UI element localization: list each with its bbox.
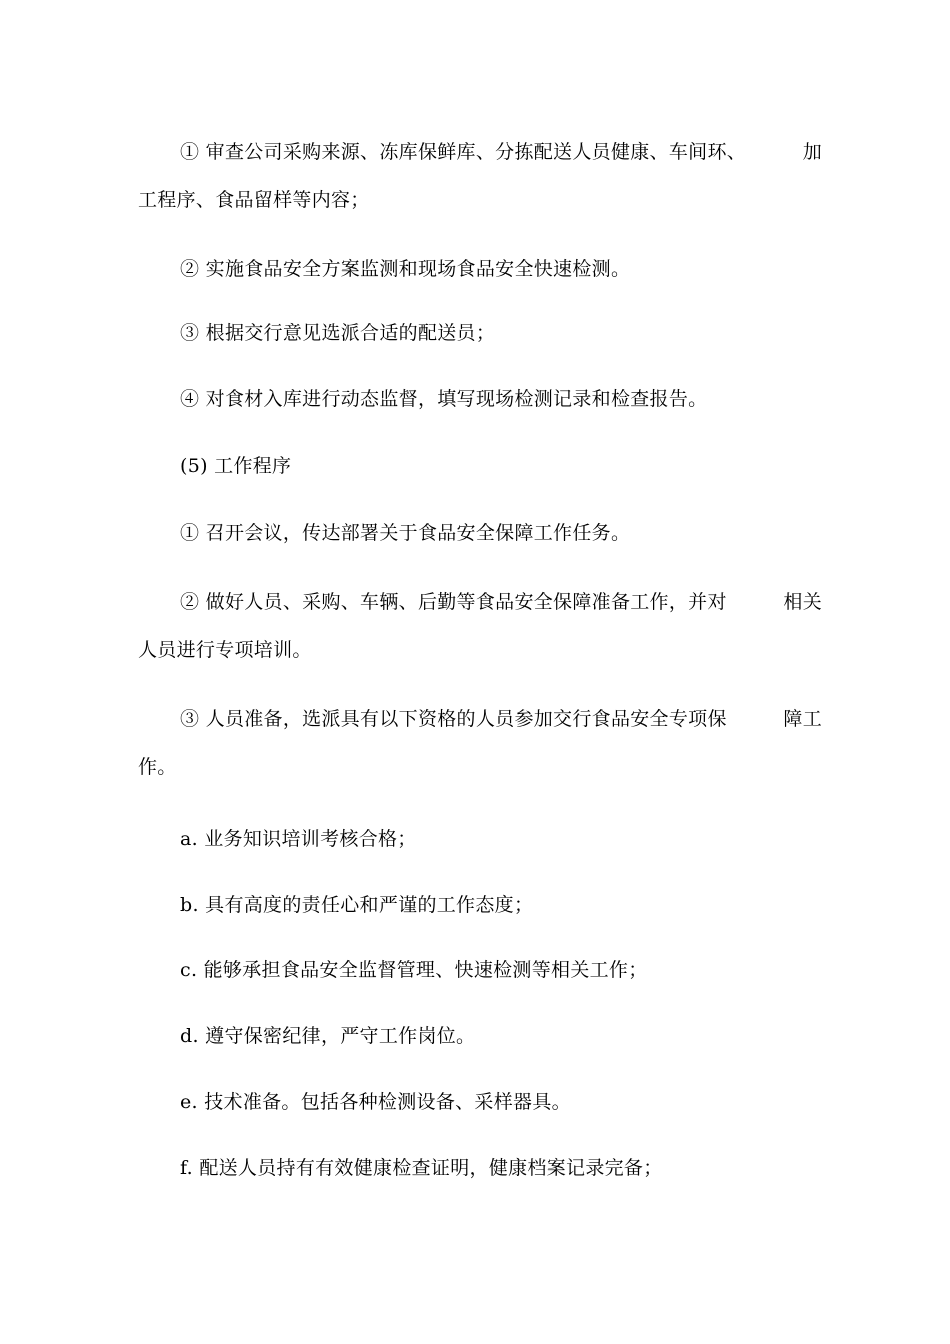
list-item-b: b. 具有高度的责任心和严谨的工作态度；: [180, 894, 534, 916]
paragraph-line: [180, 695, 822, 743]
paragraph-implement-monitoring: ② 实施食品安全方案监测和现场食品安全快速检测。: [180, 258, 631, 280]
paragraph-hold-meeting: ① 召开会议，传达部署关于食品安全保障工作任务。: [180, 522, 631, 544]
paragraph-select-deliverer: ③ 根据交行意见选派合适的配送员；: [180, 322, 496, 344]
line-text: ③ 人员准备，选派具有以下资格的人员参加交行食品安全专项保: [180, 708, 727, 730]
paragraph-review-content: [138, 128, 822, 224]
paragraph-dynamic-supervision: ④ 对食材入库进行动态监督，填写现场检测记录和检查报告。: [180, 388, 708, 410]
list-item-d: d. 遵守保密纪律，严守工作岗位。: [180, 1025, 476, 1047]
paragraph-preparation-work: [138, 578, 822, 674]
paragraph-line-continued: 作。: [138, 756, 177, 778]
paragraph-line: [180, 578, 822, 626]
line-text: ② 做好人员、采购、车辆、后勤等食品安全保障准备工作，并对: [180, 591, 727, 613]
line-text: ① 审查公司采购来源、冻库保鲜库、分拣配送人员健康、车间环、: [180, 141, 747, 163]
list-item-f: f. 配送人员持有有效健康检查证明，健康档案记录完备；: [180, 1157, 663, 1179]
section-heading-work-procedure: (5) 工作程序: [180, 455, 292, 477]
line-text-tail: 障工: [783, 708, 822, 730]
paragraph-line-continued: 工程序、食品留样等内容；: [138, 189, 370, 211]
list-item-e: e. 技术准备。包括各种检测设备、采样器具。: [180, 1091, 571, 1113]
list-item-c: c. 能够承担食品安全监督管理、快速检测等相关工作；: [180, 959, 648, 981]
line-text-tail: 加: [802, 141, 822, 163]
paragraph-line: [180, 128, 822, 176]
paragraph-personnel-preparation: [138, 695, 822, 791]
line-text-tail: 相关: [783, 591, 822, 613]
paragraph-line-continued: 人员进行专项培训。: [138, 639, 312, 661]
list-item-a: a. 业务知识培训考核合格；: [180, 828, 417, 850]
